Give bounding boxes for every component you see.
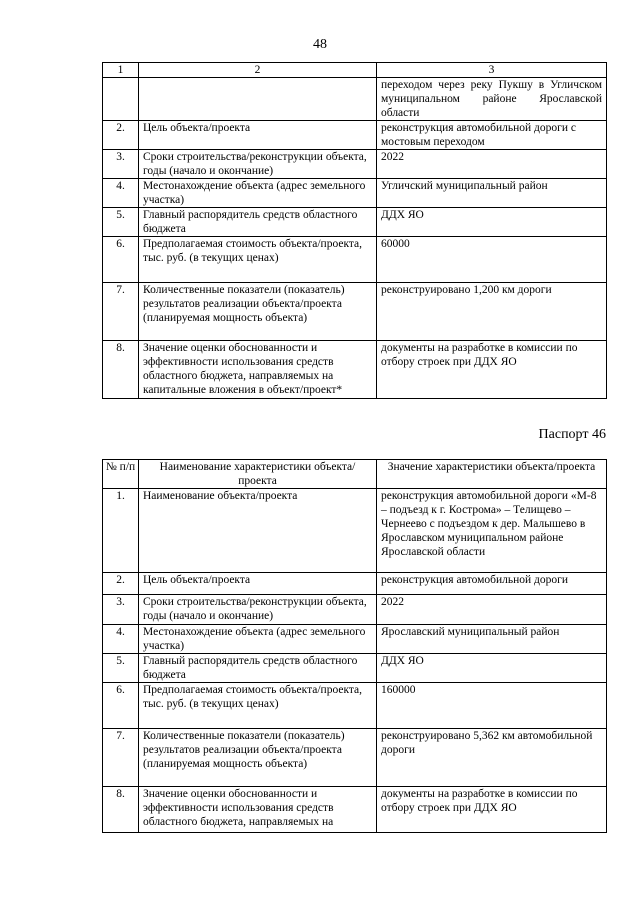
characteristic-name: Цель объекта/проекта xyxy=(139,573,377,595)
table-row xyxy=(103,683,607,729)
header-number: № п/п xyxy=(103,460,139,489)
table-row xyxy=(103,729,607,787)
continuation-value: переходом через реку Пукшу в Угличском муниципальном районе Ярославской области xyxy=(377,78,607,121)
table-row xyxy=(103,121,607,150)
characteristic-name: Главный распорядитель средств областного бюджета xyxy=(139,208,377,237)
row-number: 4. xyxy=(103,179,139,208)
characteristic-value: документы на разработке в комиссии по отбору строек при ДДХ ЯО xyxy=(377,787,607,833)
characteristic-name: Наименование объекта/проекта xyxy=(139,489,377,573)
characteristic-value: реконструировано 5,362 км автомобильной дороги xyxy=(377,729,607,787)
characteristic-name: Цель объекта/проекта xyxy=(139,121,377,150)
characteristic-value: ДДХ ЯО xyxy=(377,654,607,683)
characteristic-value: 60000 xyxy=(377,237,607,283)
row-number: 4. xyxy=(103,625,139,654)
table-row xyxy=(103,341,607,399)
table-row xyxy=(103,625,607,654)
table-row xyxy=(103,787,607,833)
characteristic-name: Сроки строительства/реконструкции объекта, годы (начало и окончание) xyxy=(139,595,377,625)
table-body xyxy=(103,460,607,833)
characteristic-name: Предполагаемая стоимость объекта/проекта, тыс. руб. (в текущих ценах) xyxy=(139,237,377,283)
passport-title: Паспорт 46 xyxy=(538,427,606,442)
characteristic-empty xyxy=(139,78,377,121)
characteristic-name: Главный распорядитель средств областного бюджета xyxy=(139,654,377,683)
table-row xyxy=(103,237,607,283)
characteristic-name: Значение оценки обоснованности и эффективности использования средств областного бюджета, направляемых на капитальные вложения в объект/проект* xyxy=(139,341,377,399)
row-number-empty xyxy=(103,78,139,121)
row-number: 5. xyxy=(103,208,139,237)
characteristic-value: реконструкция автомобильной дороги «М-8 – подъезд к г. Кострома» – Телищево – Чернеево с подъездом к дер. Малышево в Ярославском муниципальном районе Ярославской области xyxy=(377,489,607,573)
characteristic-name: Местонахождение объекта (адрес земельного участка) xyxy=(139,625,377,654)
characteristic-name: Сроки строительства/реконструкции объекта, годы (начало и окончание) xyxy=(139,150,377,179)
table-row xyxy=(103,489,607,573)
characteristic-name: Количественные показатели (показатель) результатов реализации объекта/проекта (планируемая мощность объекта) xyxy=(139,729,377,787)
characteristic-value: 2022 xyxy=(377,150,607,179)
row-number: 8. xyxy=(103,787,139,833)
characteristic-name: Предполагаемая стоимость объекта/проекта, тыс. руб. (в текущих ценах) xyxy=(139,683,377,729)
characteristic-value: 160000 xyxy=(377,683,607,729)
row-number: 6. xyxy=(103,683,139,729)
row-number: 2. xyxy=(103,121,139,150)
characteristic-name: Значение оценки обоснованности и эффективности использования средств областного бюджета, направляемых на xyxy=(139,787,377,833)
characteristic-name: Количественные показатели (показатель) результатов реализации объекта/проекта (планируемая мощность объекта) xyxy=(139,283,377,341)
table-row xyxy=(103,595,607,625)
characteristic-value: реконструкция автомобильной дороги xyxy=(377,573,607,595)
row-number: 1. xyxy=(103,489,139,573)
table-row xyxy=(103,179,607,208)
characteristic-value: 2022 xyxy=(377,595,607,625)
table-row xyxy=(103,150,607,179)
characteristic-value: документы на разработке в комиссии по отбору строек при ДДХ ЯО xyxy=(377,341,607,399)
passport-table-continued xyxy=(102,62,607,399)
table-row xyxy=(103,208,607,237)
row-number: 7. xyxy=(103,729,139,787)
characteristic-value: Ярославский муниципальный район xyxy=(377,625,607,654)
characteristic-value: ДДХ ЯО xyxy=(377,208,607,237)
row-number: 7. xyxy=(103,283,139,341)
header-row xyxy=(103,460,607,489)
column-number-2: 2 xyxy=(139,63,377,78)
row-number: 2. xyxy=(103,573,139,595)
header-characteristic-name: Наименование характеристики объекта/проекта xyxy=(139,460,377,489)
column-number-row xyxy=(103,63,607,78)
row-number: 6. xyxy=(103,237,139,283)
table-row xyxy=(103,283,607,341)
column-number-3: 3 xyxy=(377,63,607,78)
continuation-row xyxy=(103,78,607,121)
characteristic-value: Угличский муниципальный район xyxy=(377,179,607,208)
row-number: 3. xyxy=(103,150,139,179)
characteristic-value: реконструировано 1,200 км дороги xyxy=(377,283,607,341)
characteristic-value: реконструкция автомобильной дороги с мостовым переходом xyxy=(377,121,607,150)
row-number: 8. xyxy=(103,341,139,399)
page-number: 48 xyxy=(313,37,327,52)
characteristic-name: Местонахождение объекта (адрес земельного участка) xyxy=(139,179,377,208)
header-characteristic-value: Значение характеристики объекта/проекта xyxy=(377,460,607,489)
passport-table xyxy=(102,459,607,833)
table-row xyxy=(103,654,607,683)
row-number: 3. xyxy=(103,595,139,625)
table-row xyxy=(103,573,607,595)
table-body xyxy=(103,63,607,399)
column-number-1: 1 xyxy=(103,63,139,78)
row-number: 5. xyxy=(103,654,139,683)
